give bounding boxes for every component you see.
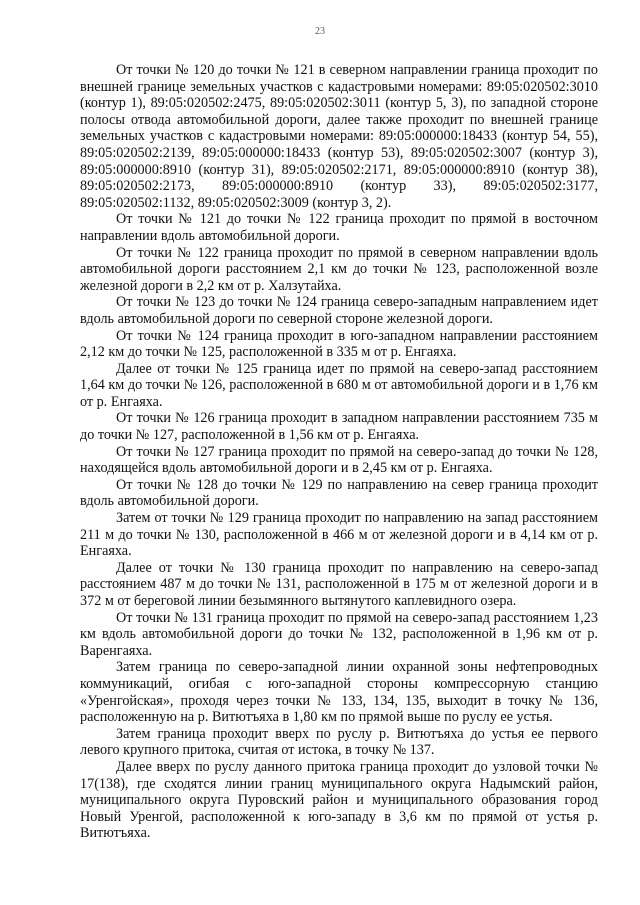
paragraph-5: От точки № 124 граница проходит в юго-западном направлении расстоянием 2,12 км до точки № 125, расположенной в 335 м от р. Енгаяха. xyxy=(80,327,598,361)
page-number: 23 xyxy=(315,26,325,37)
paragraph-1: От точки № 120 до точки № 121 в северном направлении граница проходит по внешней границе земельных участков с кадастровыми номерами: 89:05:020502:3010 (контур 1), 89:05:020502:2475, 89:05:020502:3011 (контур 5, 3), по западной стороне полосы отвода автомобильной дороги, далее также проходит по внешней границе земельных участков с кадастровыми номерами: 89:05:000000:18433 (контур 54, 55), 89:05:020502:2139, 89:05:000000:18433 (контур 53), 89:05:020502:3007 (контур 3), 89:05:000000:8910 (контур 31), 89:05:020502:2171, 89:05:000000:8910 (контур 38), 89:05:020502:2173, 89:05:000000:8910 (контур 33), 89:05:020502:3177, 89:05:020502:1132, 89:05:020502:3009 (контур 3, 2). xyxy=(80,62,598,211)
paragraph-4: От точки № 123 до точки № 124 граница северо-западным направлением идет вдоль автомобильной дороги по северной стороне железной дороги. xyxy=(80,294,598,327)
paragraph-14: Затем граница проходит вверх по руслу р. Витютъяха до устья ее первого левого крупного притока, считая от истока, в точку № 137. xyxy=(80,725,598,759)
paragraph-3: От точки № 122 граница проходит по прямой в северном направлении вдоль автомобильной дороги расстоянием 2,1 км до точки № 123, расположенной возле железной дороги в 2,2 км от р. Халзутайха. xyxy=(80,244,598,294)
document-body xyxy=(80,62,598,842)
paragraph-11: Далее от точки № 130 граница проходит по направлению на северо-запад расстоянием 487 м до точки № 131, расположенной в 175 м от железной дороги и в 372 м от береговой линии безымянного вытянутого каплевидного озера. xyxy=(80,559,598,609)
paragraph-8: От точки № 127 граница проходит по прямой на северо-запад до точки № 128, находящейся вдоль автомобильной дороги и в 2,45 км от р. Енгаяха. xyxy=(80,443,598,477)
paragraph-9: От точки № 128 до точки № 129 по направлению на север граница проходит вдоль автомобильной дороги. xyxy=(80,476,598,510)
paragraph-12: От точки № 131 граница проходит по прямой на северо-запад расстоянием 1,23 км вдоль автомобильной дороги до точки № 132, расположенной в 1,96 км от р. Варенгаяха. xyxy=(80,609,598,659)
paragraph-13: Затем граница по северо-западной линии охранной зоны нефтепроводных коммуникаций, огибая с юго-западной стороны компрессорную станцию «Уренгойская», проходя через точки № 133, 134, 135, выходит в точку № 136, расположенную на р. Витютъяха в 1,80 км по прямой выше по руслу ее устья. xyxy=(80,659,598,726)
paragraph-2: От точки № 121 до точки № 122 граница проходит по прямой в восточном направлении вдоль автомобильной дороги. xyxy=(80,211,598,244)
paragraph-15: Далее вверх по руслу данного притока граница проходит до узловой точки № 17(138), где сходятся линии границ муниципального округа Надымский район, муниципального округа Пуровский район и муниципального образования город Новый Уренгой, расположенной к юго-западу в 3,6 км по прямой от устья р. Витютъяха. xyxy=(80,758,598,842)
paragraph-7: От точки № 126 граница проходит в западном направлении расстоянием 735 м до точки № 127, расположенной в 1,56 км от р. Енгаяха. xyxy=(80,410,598,444)
paragraph-10: Затем от точки № 129 граница проходит по направлению на запад расстоянием 211 м до точки № 130, расположенной в 466 м от железной дороги и в 4,14 км от р. Енгаяха. xyxy=(80,510,598,560)
paragraph-6: Далее от точки № 125 граница идет по прямой на северо-запад расстоянием 1,64 км до точки № 126, расположенной в 680 м от автомобильной дороги и в 1,76 км от р. Енгаяха. xyxy=(80,360,598,410)
